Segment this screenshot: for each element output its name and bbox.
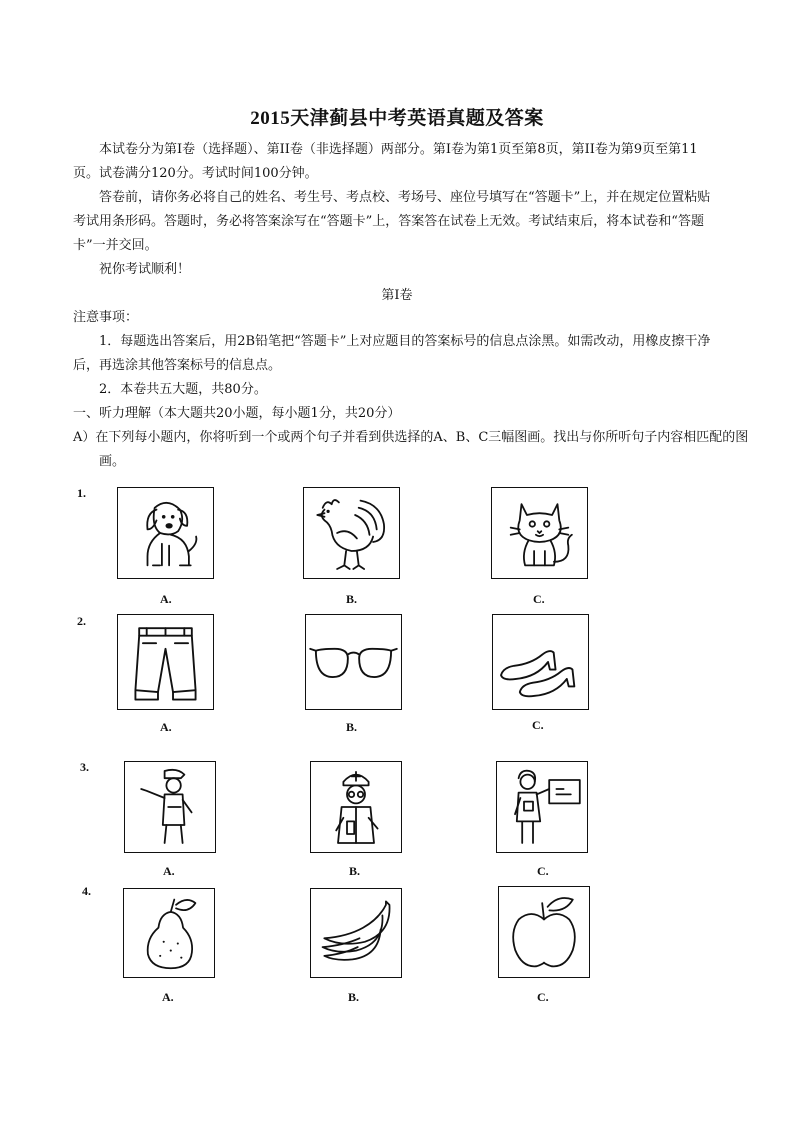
apple-icon[interactable] [498,886,590,978]
glasses-icon[interactable] [305,614,402,710]
question-number: 1. [77,486,86,500]
part-heading: 一、听力理解（本大题共20小题，每小题1分，共20分） [73,406,401,421]
option-label: C. [537,864,549,878]
intro-paragraph-3: 祝你考试顺利！ [99,262,191,277]
option-label: C. [532,718,544,732]
teacher-icon[interactable] [496,761,588,853]
question-number: 4. [82,884,91,898]
option-label: A. [160,720,172,734]
option-label: A. [163,864,175,878]
intro-paragraph-2: 答卷前，请你务必将自己的姓名、考生号、考点校、考场号、座位号填写在“答题卡”上，并在规定位置粘贴考试用条形码。答题时，务必将答案涂写在“答题卡”上，答案答在试卷上无效。考试结束后，将本试卷和“答题卡”一并交回。 [73,190,711,253]
question-number: 2. [77,614,86,628]
intro-paragraph-1: 本试卷分为第Ⅰ卷（选择题）、第II卷（非选择题）两部分。第Ⅰ卷为第1页至第8页，第II卷为第9页至第11页。试卷满分120分。考试时间100分钟。 [73,142,698,181]
option-label: C. [537,990,549,1004]
notes-heading: 注意事项： [73,310,139,325]
option-label: A. [160,592,172,606]
bananas-icon[interactable] [310,888,402,978]
note-2: 2．本卷共五大题，共80分。 [99,382,267,397]
cat-icon[interactable] [491,487,588,579]
question-number: 3. [80,760,89,774]
pear-icon[interactable] [123,888,215,978]
option-label: C. [533,592,545,606]
rooster-icon[interactable] [303,487,400,579]
shoes-icon[interactable] [492,614,589,710]
page-title: 2015天津蓟县中考英语真题及答案 [250,108,544,129]
doctor-icon[interactable] [310,761,402,853]
trousers-icon[interactable] [117,614,214,710]
policeman-icon[interactable] [124,761,216,853]
dog-icon[interactable] [117,487,214,579]
option-label: B. [349,864,361,878]
option-label: A. [162,990,174,1004]
note-1: 1．每题选出答案后，用2B铅笔把“答题卡”上对应题目的答案标号的信息点涂黑。如需改动，用橡皮擦干净后，再选涂其他答案标号的信息点。 [73,334,711,373]
option-label: B. [346,592,358,606]
option-label: B. [348,990,360,1004]
option-label: B. [346,720,358,734]
part-a-instruction: A）在下列每小题内，你将听到一个或两个句子并看到供选择的A、B、C三幅图画。找出与你所听句子内容相匹配的图画。 [73,430,749,469]
section-title: 第Ⅰ卷 [381,288,413,303]
